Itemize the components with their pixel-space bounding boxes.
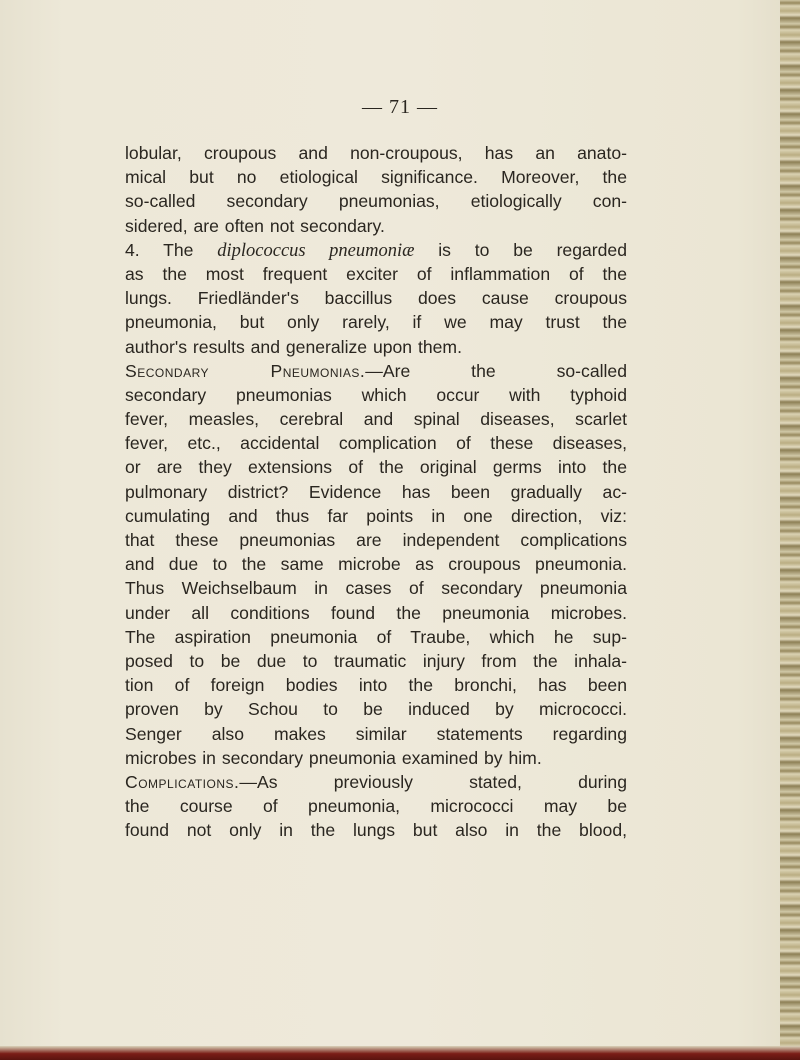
text-line — [125, 504, 627, 528]
binding-edge — [0, 1046, 800, 1060]
text-run-text: Thus Weichselbaum in cases of secondary pneumonia — [125, 578, 627, 599]
text-line — [125, 818, 627, 842]
text-line — [125, 238, 627, 262]
text-run-text: author's results and generalize upon them. — [125, 336, 462, 357]
text-run-pre: 4. The — [125, 239, 218, 260]
text-run-text: proven by Schou to be induced by micrococci. — [125, 699, 627, 720]
text-run-text: fever, measles, cerebral and spinal diseases, scarlet — [125, 409, 627, 430]
text-line — [125, 214, 627, 238]
text-line — [125, 480, 627, 504]
text-run-text: mical but no etiological significance. Moreover, the — [125, 167, 627, 188]
text-line — [125, 407, 627, 431]
text-run-text: fever, etc., accidental complication of these diseases, — [125, 433, 627, 454]
text-run-text: pulmonary district? Evidence has been gradually ac- — [125, 481, 627, 502]
text-run-text: tion of foreign bodies into the bronchi, has been — [125, 675, 627, 696]
text-run-sc: Secondary Pneumonias. — [125, 360, 366, 381]
text-run-text: posed to be due to traumatic injury from the inhala- — [125, 650, 627, 671]
text-run-text: The aspiration pneumonia of Traube, which he sup- — [125, 626, 627, 647]
text-run-text: under all conditions found the pneumonia microbes. — [125, 602, 627, 623]
text-line — [125, 697, 627, 721]
text-line — [125, 431, 627, 455]
page-edge-stack — [780, 0, 800, 1060]
text-run-text: cumulating and thus far points in one direction, viz: — [125, 505, 627, 526]
text-run-text: lungs. Friedländer's baccillus does cause croupous — [125, 288, 627, 309]
text-line — [125, 673, 627, 697]
text-run-text: found not only in the lungs but also in the blood, — [125, 820, 627, 841]
text-run-post: —Are the so-called — [365, 360, 627, 381]
text-run-text: secondary pneumonias which occur with typhoid — [125, 384, 627, 405]
text-line — [125, 746, 627, 770]
text-line — [125, 552, 627, 576]
body-text — [125, 141, 627, 842]
text-line — [125, 262, 627, 286]
text-run-text: pneumonia, but only rarely, if we may trust the — [125, 312, 627, 333]
text-line — [125, 335, 627, 359]
text-line — [125, 286, 627, 310]
text-run-text: Senger also makes similar statements regarding — [125, 723, 627, 744]
page-number: — 71 — — [362, 96, 438, 118]
text-line — [125, 625, 627, 649]
text-line — [125, 165, 627, 189]
text-line — [125, 601, 627, 625]
text-run-text: so-called secondary pneumonias, etiologically con- — [125, 191, 627, 212]
text-line — [125, 722, 627, 746]
text-run-text: the course of pneumonia, micrococci may be — [125, 796, 627, 817]
text-line — [125, 141, 627, 165]
text-run-text: that these pneumonias are independent complications — [125, 530, 627, 550]
text-line — [125, 649, 627, 673]
text-line — [125, 455, 627, 479]
text-run-text: sidered, are often not secondary. — [125, 215, 385, 236]
text-run-post: —As previously stated, during — [239, 771, 627, 792]
text-run-sc: Complications. — [125, 771, 240, 792]
text-line — [125, 770, 627, 794]
text-line — [125, 310, 627, 334]
text-run-text: or are they extensions of the original germs into the — [125, 457, 627, 478]
text-line — [125, 383, 627, 407]
text-line — [125, 359, 627, 383]
text-run-text: and due to the same microbe as croupous pneumonia. — [125, 554, 627, 575]
text-run-italic: diplococcus pneumoniæ — [217, 240, 415, 261]
text-run-text: as the most frequent exciter of inflammation of the — [125, 263, 627, 284]
text-line — [125, 528, 627, 552]
text-line — [125, 576, 627, 600]
text-run-text: lobular, croupous and non-croupous, has an anato- — [125, 143, 627, 163]
text-line — [125, 189, 627, 213]
text-run-text: microbes in secondary pneumonia examined by him. — [125, 747, 542, 768]
text-line — [125, 794, 627, 818]
text-run-post: is to be regarded — [414, 239, 628, 260]
